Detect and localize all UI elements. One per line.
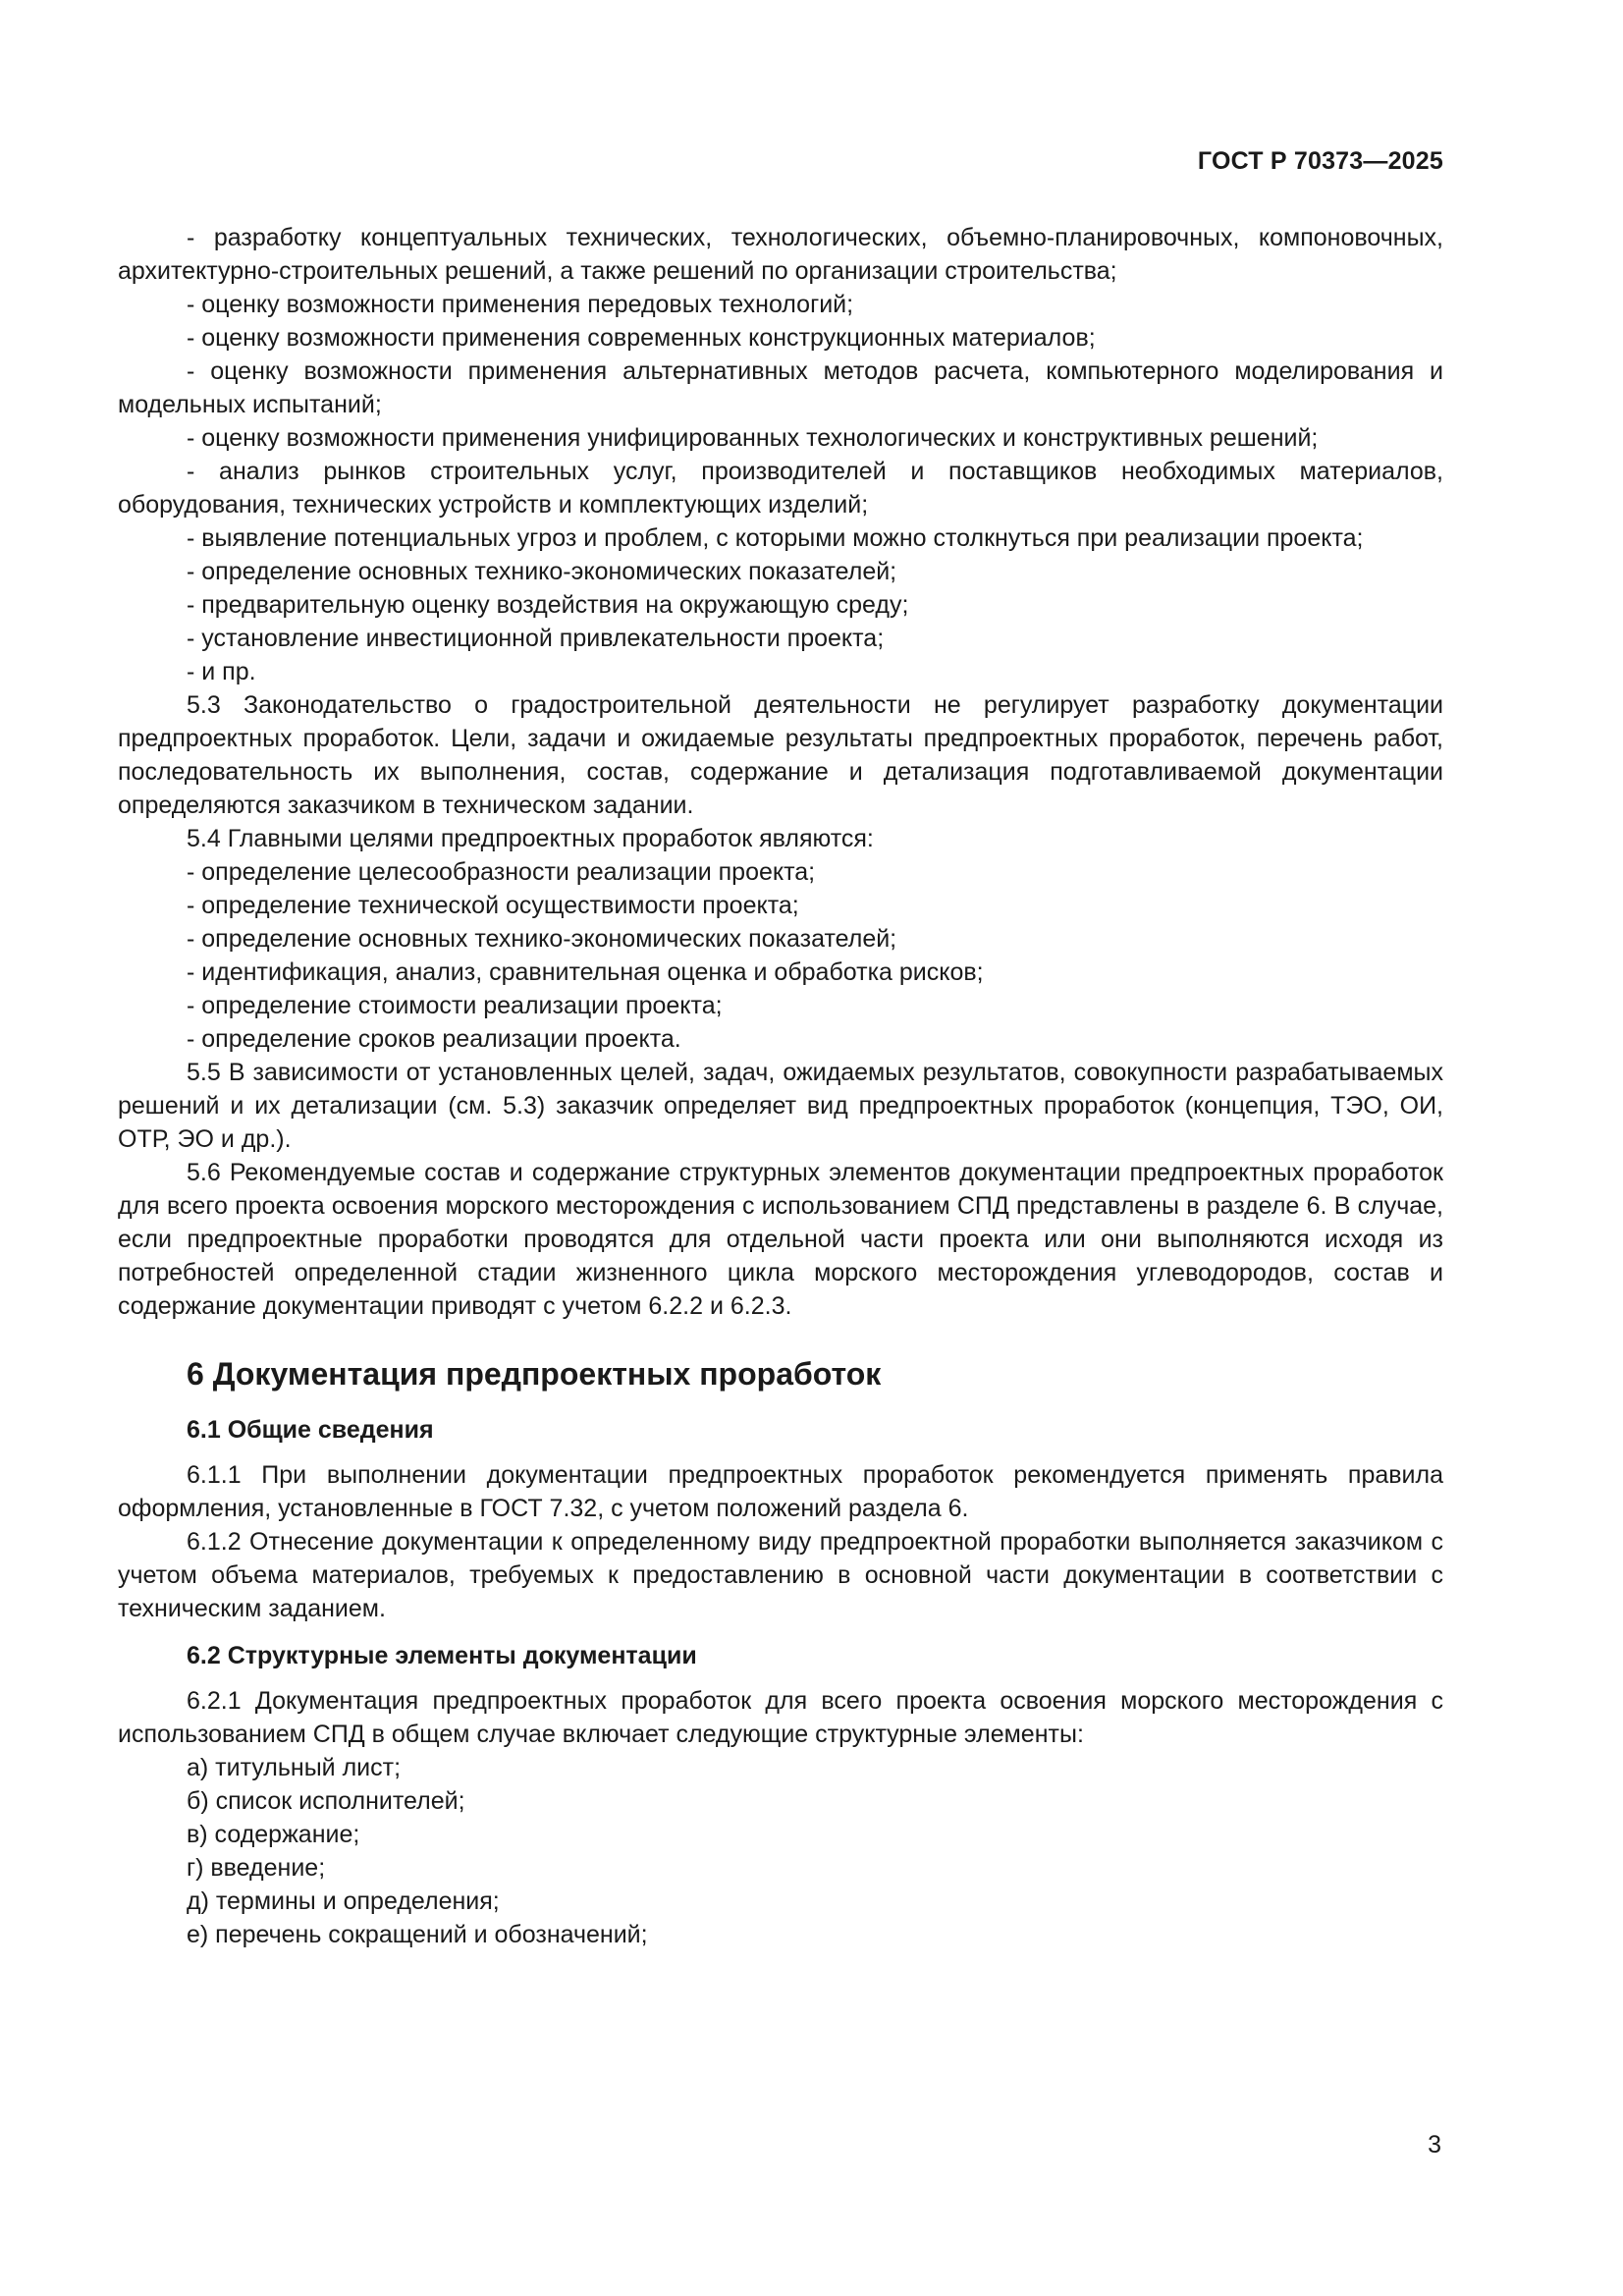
list-52-tasks: [118, 221, 1443, 688]
list-item: б) список исполнителей;: [187, 1787, 465, 1815]
paragraph-5-5: 5.5 В зависимости от установленных целей, задач, ожидаемых результатов, совокупности разрабатываемых решений и их детализации (см. 5.3) заказчик определяет вид предпроектных проработок (концепция, ТЭО, ОИ, ОТР, ЭО и др.).: [118, 1059, 1443, 1153]
paragraph-5-4: 5.4 Главными целями предпроектных проработок являются:: [187, 825, 874, 852]
list-item: - установление инвестиционной привлекательности проекта;: [187, 625, 885, 652]
list-item: - и пр.: [187, 658, 256, 685]
list-item: - оценку возможности применения унифицированных технологических и конструктивных решений;: [187, 424, 1319, 452]
list-item: - определение основных технико-экономических показателей;: [187, 558, 897, 585]
page-number: 3: [1428, 2131, 1441, 2159]
paragraph-5-6: 5.6 Рекомендуемые состав и содержание структурных элементов документации предпроектных проработок для всего проекта освоения морского месторождения с использованием СПД представлены в разделе 6. В случае, если предпроектные проработки проводятся для отдельной части проекта или они выполняются исходя из потребностей определенной стадии жизненного цикла морского месторождения углеводородов, состав и содержание документации приводят с учетом 6.2.2 и 6.2.3.: [118, 1159, 1443, 1320]
list-item: - идентификация, анализ, сравнительная оценка и обработка рисков;: [187, 958, 984, 986]
list-item: а) титульный лист;: [187, 1754, 402, 1781]
list-item: е) перечень сокращений и обозначений;: [187, 1921, 648, 1948]
paragraph-6-2-1: 6.2.1 Документация предпроектных проработок для всего проекта освоения морского месторождения с использованием СПД в общем случае включает следующие структурные элементы:: [118, 1687, 1443, 1748]
subsection-6-1-heading: 6.1 Общие сведения: [187, 1416, 434, 1444]
list-item: г) введение;: [187, 1854, 326, 1882]
list-item: - оценку возможности применения передовых технологий;: [187, 291, 854, 318]
paragraph-5-3: 5.3 Законодательство о градостроительной деятельности не регулирует разработку документации предпроектных проработок. Цели, задачи и ожидаемые результаты предпроектных проработок, перечень работ, последовательность их выполнения, состав, содержание и детализация подготавливаемой документации определяются заказчиком в техническом задании.: [118, 691, 1443, 819]
list-item: - разработку концептуальных технических, технологических, объемно-планировочных, компоновочных, архитектурно-строительных решений, а также решений по организации строительства;: [118, 224, 1443, 285]
list-item: - предварительную оценку воздействия на окружающую среду;: [187, 591, 909, 619]
page-content: [118, 221, 1443, 1951]
list-621-elements: [118, 1751, 1443, 1951]
list-item: - определение технической осуществимости проекта;: [187, 892, 799, 919]
list-item: - выявление потенциальных угроз и проблем, с которыми можно столкнуться при реализации проекта;: [187, 524, 1364, 552]
subsection-6-2-heading: 6.2 Структурные элементы документации: [187, 1642, 697, 1669]
list-item: - определение стоимости реализации проекта;: [187, 992, 723, 1019]
list-item: - оценку возможности применения современных конструкционных материалов;: [187, 324, 1096, 352]
list-item: - определение основных технико-экономических показателей;: [187, 925, 897, 953]
list-item: д) термины и определения;: [187, 1887, 500, 1915]
paragraph-6-1-1: 6.1.1 При выполнении документации предпроектных проработок рекомендуется применять правила оформления, установленные в ГОСТ 7.32, с учетом положений раздела 6.: [118, 1461, 1443, 1522]
list-item: в) содержание;: [187, 1821, 360, 1848]
standard-id-header: ГОСТ Р 70373—2025: [1197, 147, 1443, 175]
list-item: - оценку возможности применения альтернативных методов расчета, компьютерного моделирования и модельных испытаний;: [118, 357, 1443, 418]
list-item: - определение целесообразности реализации проекта;: [187, 858, 816, 886]
paragraph-6-1-2: 6.1.2 Отнесение документации к определенному виду предпроектной проработки выполняется заказчиком с учетом объема материалов, требуемых к предоставлению в основной части документации в соответствии с техническим заданием.: [118, 1528, 1443, 1622]
section-6-heading: 6 Документация предпроектных проработок: [187, 1356, 882, 1392]
list-item: - анализ рынков строительных услуг, производителей и поставщиков необходимых материалов, оборудования, технических устройств и комплектующих изделий;: [118, 458, 1443, 519]
list-54-goals: [118, 855, 1443, 1056]
list-item: - определение сроков реализации проекта.: [187, 1025, 681, 1053]
